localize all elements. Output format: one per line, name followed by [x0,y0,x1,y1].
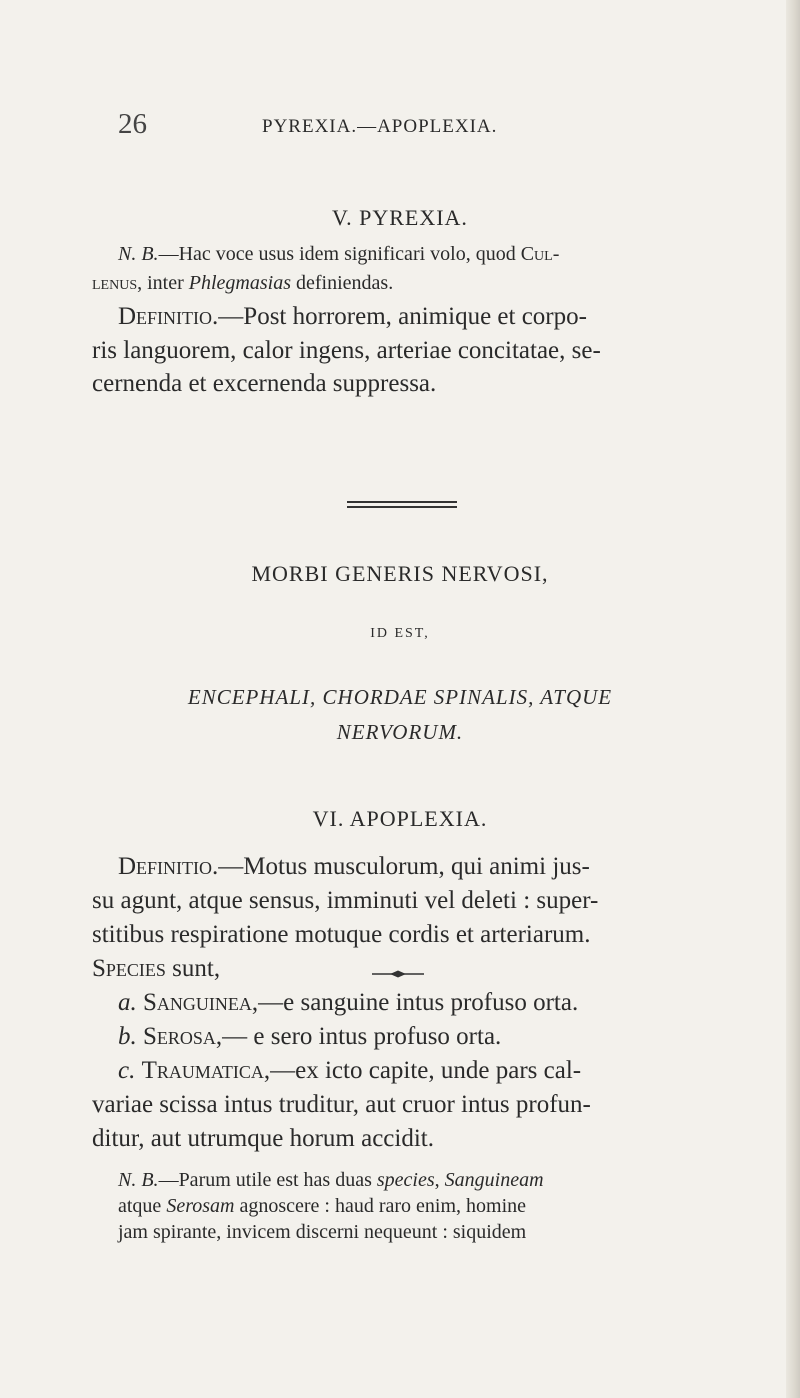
note-italic-term: Serosam [166,1195,235,1217]
class-heading: MORBI GENERIS NERVOSI, [251,561,549,586]
definitio-label: Definitio. [118,303,219,330]
pyrexia-note-line-1 [118,244,559,264]
species-text: —ex icto capite, unde pars cal- [270,1057,582,1084]
class-description-line-1: ENCEPHALI, CHORDAE SPINALIS, ATQUE [187,685,613,709]
note-text: —Hac voce usus idem significari volo, quod [158,243,521,265]
species-text: — e sero intus profuso orta. [222,1023,502,1050]
section-title-apoplexia: VI. APOPLEXIA. [312,806,488,831]
apoplexia-definitio-line-3: stitibus respiratione motuque cordis et arteriarum. [92,921,591,948]
page-number: 26 [118,108,147,140]
note-text: atque [118,1195,167,1217]
species-name: Serosa, [143,1023,223,1050]
apoplexia-definitio-line-1 [118,854,590,879]
species-letter: a. [118,989,137,1016]
ornament-dash [372,970,424,978]
note-text: —Parum utile est has duas [158,1169,377,1191]
note-text: , [434,1169,445,1191]
definitio-text: —Post horrorem, animique et corpo- [218,303,587,330]
species-item [118,990,578,1015]
apoplexia-definitio-line-2: su agunt, atque sensus, imminuti vel deleti : super- [92,887,599,914]
species-item [118,1058,581,1083]
double-rule-bottom [347,506,457,508]
section-title-pyrexia: V. PYREXIA. [332,205,468,230]
species-text: —e sanguine intus profuso orta. [258,989,579,1016]
pyrexia-definitio-line-1 [118,304,587,329]
class-subheading: ID EST, [370,626,430,641]
traumatica-continuation-1: variae scissa intus truditur, aut cruor intus profun- [92,1091,591,1118]
species-letter: b. [118,1023,137,1050]
apoplexia-note-line-3: jam spirante, invicem discerni nequeunt : siquidem [118,1221,527,1243]
traumatica-continuation-2: ditur, aut utrumque horum accidit. [92,1125,434,1152]
species-intro [92,956,220,981]
pyrexia-definitio-line-3: cernenda et excernenda suppressa. [92,370,437,397]
note-text: agnoscere : haud raro enim, homine [234,1195,527,1217]
pyrexia-note-line-2 [92,273,393,293]
note-label: N. B. [118,1169,159,1191]
note-italic-term: Phlegmasias [188,272,291,294]
running-head: PYREXIA.—APOPLEXIA. [262,116,498,137]
apoplexia-note-line-1 [118,1170,544,1190]
author-name: Cul- [520,243,560,265]
note-italic-term: species [376,1169,435,1191]
species-item [118,1024,501,1049]
double-rule-top [347,501,457,503]
species-name: Sanguinea, [143,989,259,1016]
definitio-text: —Motus musculorum, qui animi jus- [218,853,590,880]
apoplexia-note-line-2 [118,1196,526,1216]
author-name-cont: lenus, [92,272,143,294]
note-label: N. B. [118,243,159,265]
species-name: Traumatica, [141,1057,271,1084]
note-text: definiendas. [291,272,394,294]
pyrexia-definitio-line-2: ris languorem, calor ingens, arteriae concitatae, se- [92,337,601,364]
definitio-label: Definitio. [118,853,219,880]
class-description-line-2: NERVORUM. [336,720,464,744]
note-text: inter [142,272,189,294]
species-label: Species [92,955,166,982]
note-italic-term: Sanguineam [444,1169,544,1191]
species-suffix: sunt, [165,955,221,982]
species-letter: c. [118,1057,136,1084]
